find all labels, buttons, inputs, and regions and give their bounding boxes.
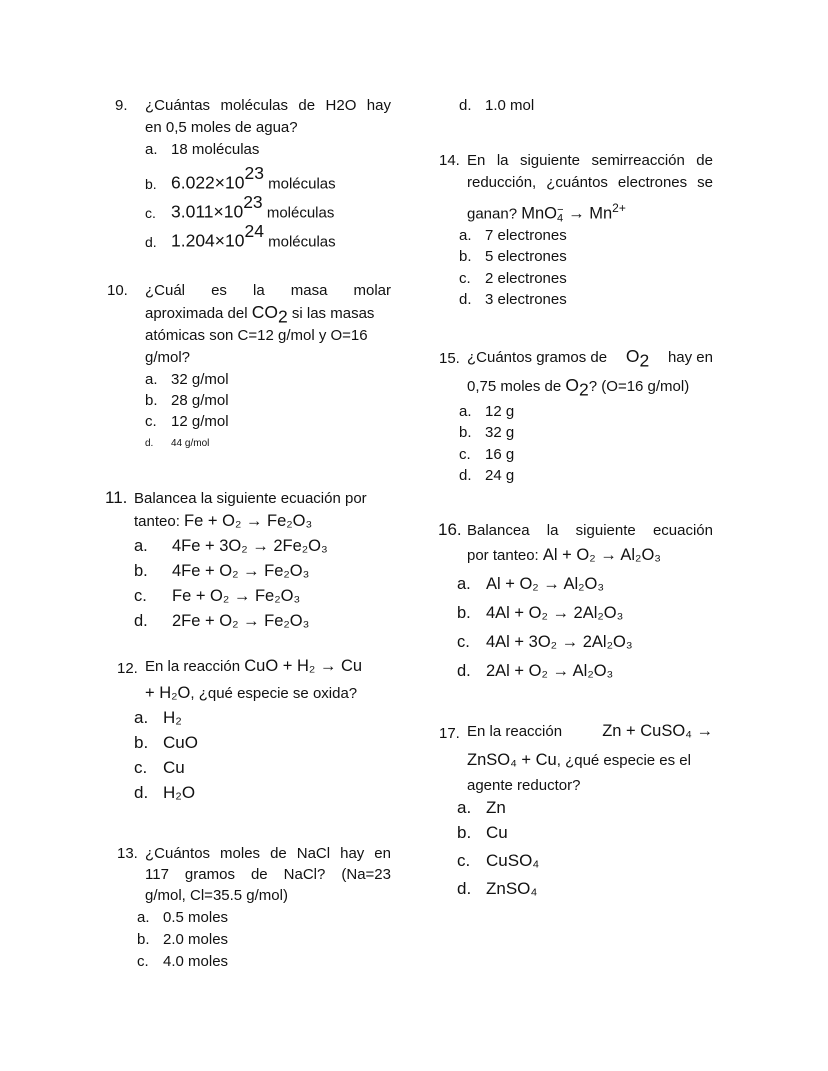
option-10d: d. 44 g/mol — [145, 438, 210, 449]
question-13-line1: ¿Cuántos moles de NaCl hay en — [145, 845, 391, 862]
option-9c: c. $3.011\times 10^{23}$ moléculas — [145, 192, 335, 222]
option-12b: b. CuO — [134, 733, 198, 752]
option-12c: c. Cu — [134, 758, 185, 777]
option-13b: b. 2.0 moles — [137, 931, 229, 948]
option-10a: a. 32 g/mol — [145, 371, 229, 388]
question-10-line1: ¿Cuál es la masa molar — [145, 282, 391, 299]
option-12a: a. H₂ — [134, 708, 182, 727]
option-11b: b. 4Fe + O₂ → Fe₂O₃ — [134, 562, 310, 580]
question-10-line3: atómicas son C=12 g/mol y O=16 — [145, 327, 368, 344]
question-13-line2: 117 gramos de NaCl? (Na=23 — [145, 866, 391, 883]
option-13a: a. 0.5 moles — [137, 909, 229, 926]
option-14c: c. 2 electrones — [459, 270, 567, 287]
question-15-line2: 0,75 moles de $O_2$? (O=16 g/mol) — [467, 375, 690, 400]
question-11-number: 11. — [105, 488, 128, 507]
option-15d: d. 24 g — [459, 467, 515, 484]
question-17-line3: agente reductor? — [467, 777, 581, 794]
question-9-line2: en 0,5 moles de agua? — [145, 119, 298, 136]
option-16b: b. 4Al + O₂ → 2Al₂O₃ — [457, 604, 624, 622]
question-10-number: 10. — [107, 282, 128, 299]
question-14-line3: ganan? $MnO_4^- \to Mn^{2+}$ — [467, 201, 626, 225]
option-17d: d. ZnSO₄ — [457, 879, 538, 898]
question-12-line2: + H₂O, ¿qué especie se oxida? — [145, 684, 358, 702]
option-9d: d. $1.204\times 10^{24}$ moléculas — [145, 221, 336, 251]
question-15-line1: ¿Cuántos gramos de $O_2$ hay en — [467, 346, 713, 371]
question-11-line2: tanteo: Fe + O₂ → Fe₂O₃ — [134, 512, 313, 530]
question-16-line1: Balancea la siguiente ecuación — [467, 522, 713, 539]
option-10b: b. 28 g/mol — [145, 392, 229, 409]
question-15-number: 15. — [439, 350, 460, 367]
option-16d: d. 2Al + O₂ → Al₂O₃ — [457, 662, 614, 680]
question-17-number: 17. — [439, 725, 460, 742]
question-14-line2: reducción, ¿cuántos electrones se — [467, 174, 713, 191]
question-14-line1: En la siguiente semirreacción de — [467, 152, 713, 169]
option-10c: c. 12 g/mol — [145, 413, 229, 430]
question-14-number: 14. — [439, 152, 460, 169]
option-12d: d. H₂O — [134, 783, 196, 802]
option-15b: b. 32 g — [459, 424, 515, 441]
option-17b: b. Cu — [457, 823, 508, 842]
option-13d: d. 1.0 mol — [459, 97, 535, 114]
option-11a: a. 4Fe + 3O₂ → 2Fe₂O₃ — [134, 537, 328, 555]
option-14b: b. 5 electrones — [459, 248, 567, 265]
option-17c: c. CuSO₄ — [457, 851, 540, 870]
question-12-number: 12. — [117, 660, 138, 677]
question-9-number: 9. — [115, 97, 128, 114]
option-16a: a. Al + O₂ → Al₂O₃ — [457, 575, 605, 593]
question-10-line4: g/mol? — [145, 349, 191, 366]
question-17-line1: En la reacción Zn + CuSO₄ → — [467, 722, 713, 740]
option-11c: c. Fe + O₂ → Fe₂O₃ — [134, 587, 301, 605]
option-15a: a. 12 g — [459, 403, 515, 420]
option-17a: a. Zn — [457, 798, 506, 817]
question-16-number: 16. — [438, 520, 462, 539]
option-15c: c. 16 g — [459, 446, 515, 463]
option-14a: a. 7 electrones — [459, 227, 567, 244]
question-11-line1: Balancea la siguiente ecuación por — [134, 490, 367, 507]
question-16-line2: por tanteo: Al + O₂ → Al₂O₃ — [467, 546, 661, 564]
option-13c: c. 4.0 moles — [137, 953, 229, 970]
question-10-line2: aproximada del $CO_2$ si las masas — [145, 302, 375, 327]
question-12-line1: En la reacción CuO + H₂ → Cu — [145, 657, 363, 675]
option-9a: a. 18 moléculas — [145, 141, 260, 158]
question-9-line1: ¿Cuántas moléculas de H2O hay — [145, 97, 391, 114]
question-17-line2: ZnSO₄ + Cu, ¿qué especie es el — [467, 751, 691, 769]
option-16c: c. 4Al + 3O₂ → 2Al₂O₃ — [457, 633, 633, 651]
option-9b: b. $6.022\times 10^{23}$ moléculas — [145, 163, 336, 193]
option-11d: d. 2Fe + O₂ → Fe₂O₃ — [134, 612, 310, 630]
question-13-line3: g/mol, Cl=35.5 g/mol) — [145, 887, 288, 904]
question-13-number: 13. — [117, 845, 138, 862]
option-14d: d. 3 electrones — [459, 291, 567, 308]
